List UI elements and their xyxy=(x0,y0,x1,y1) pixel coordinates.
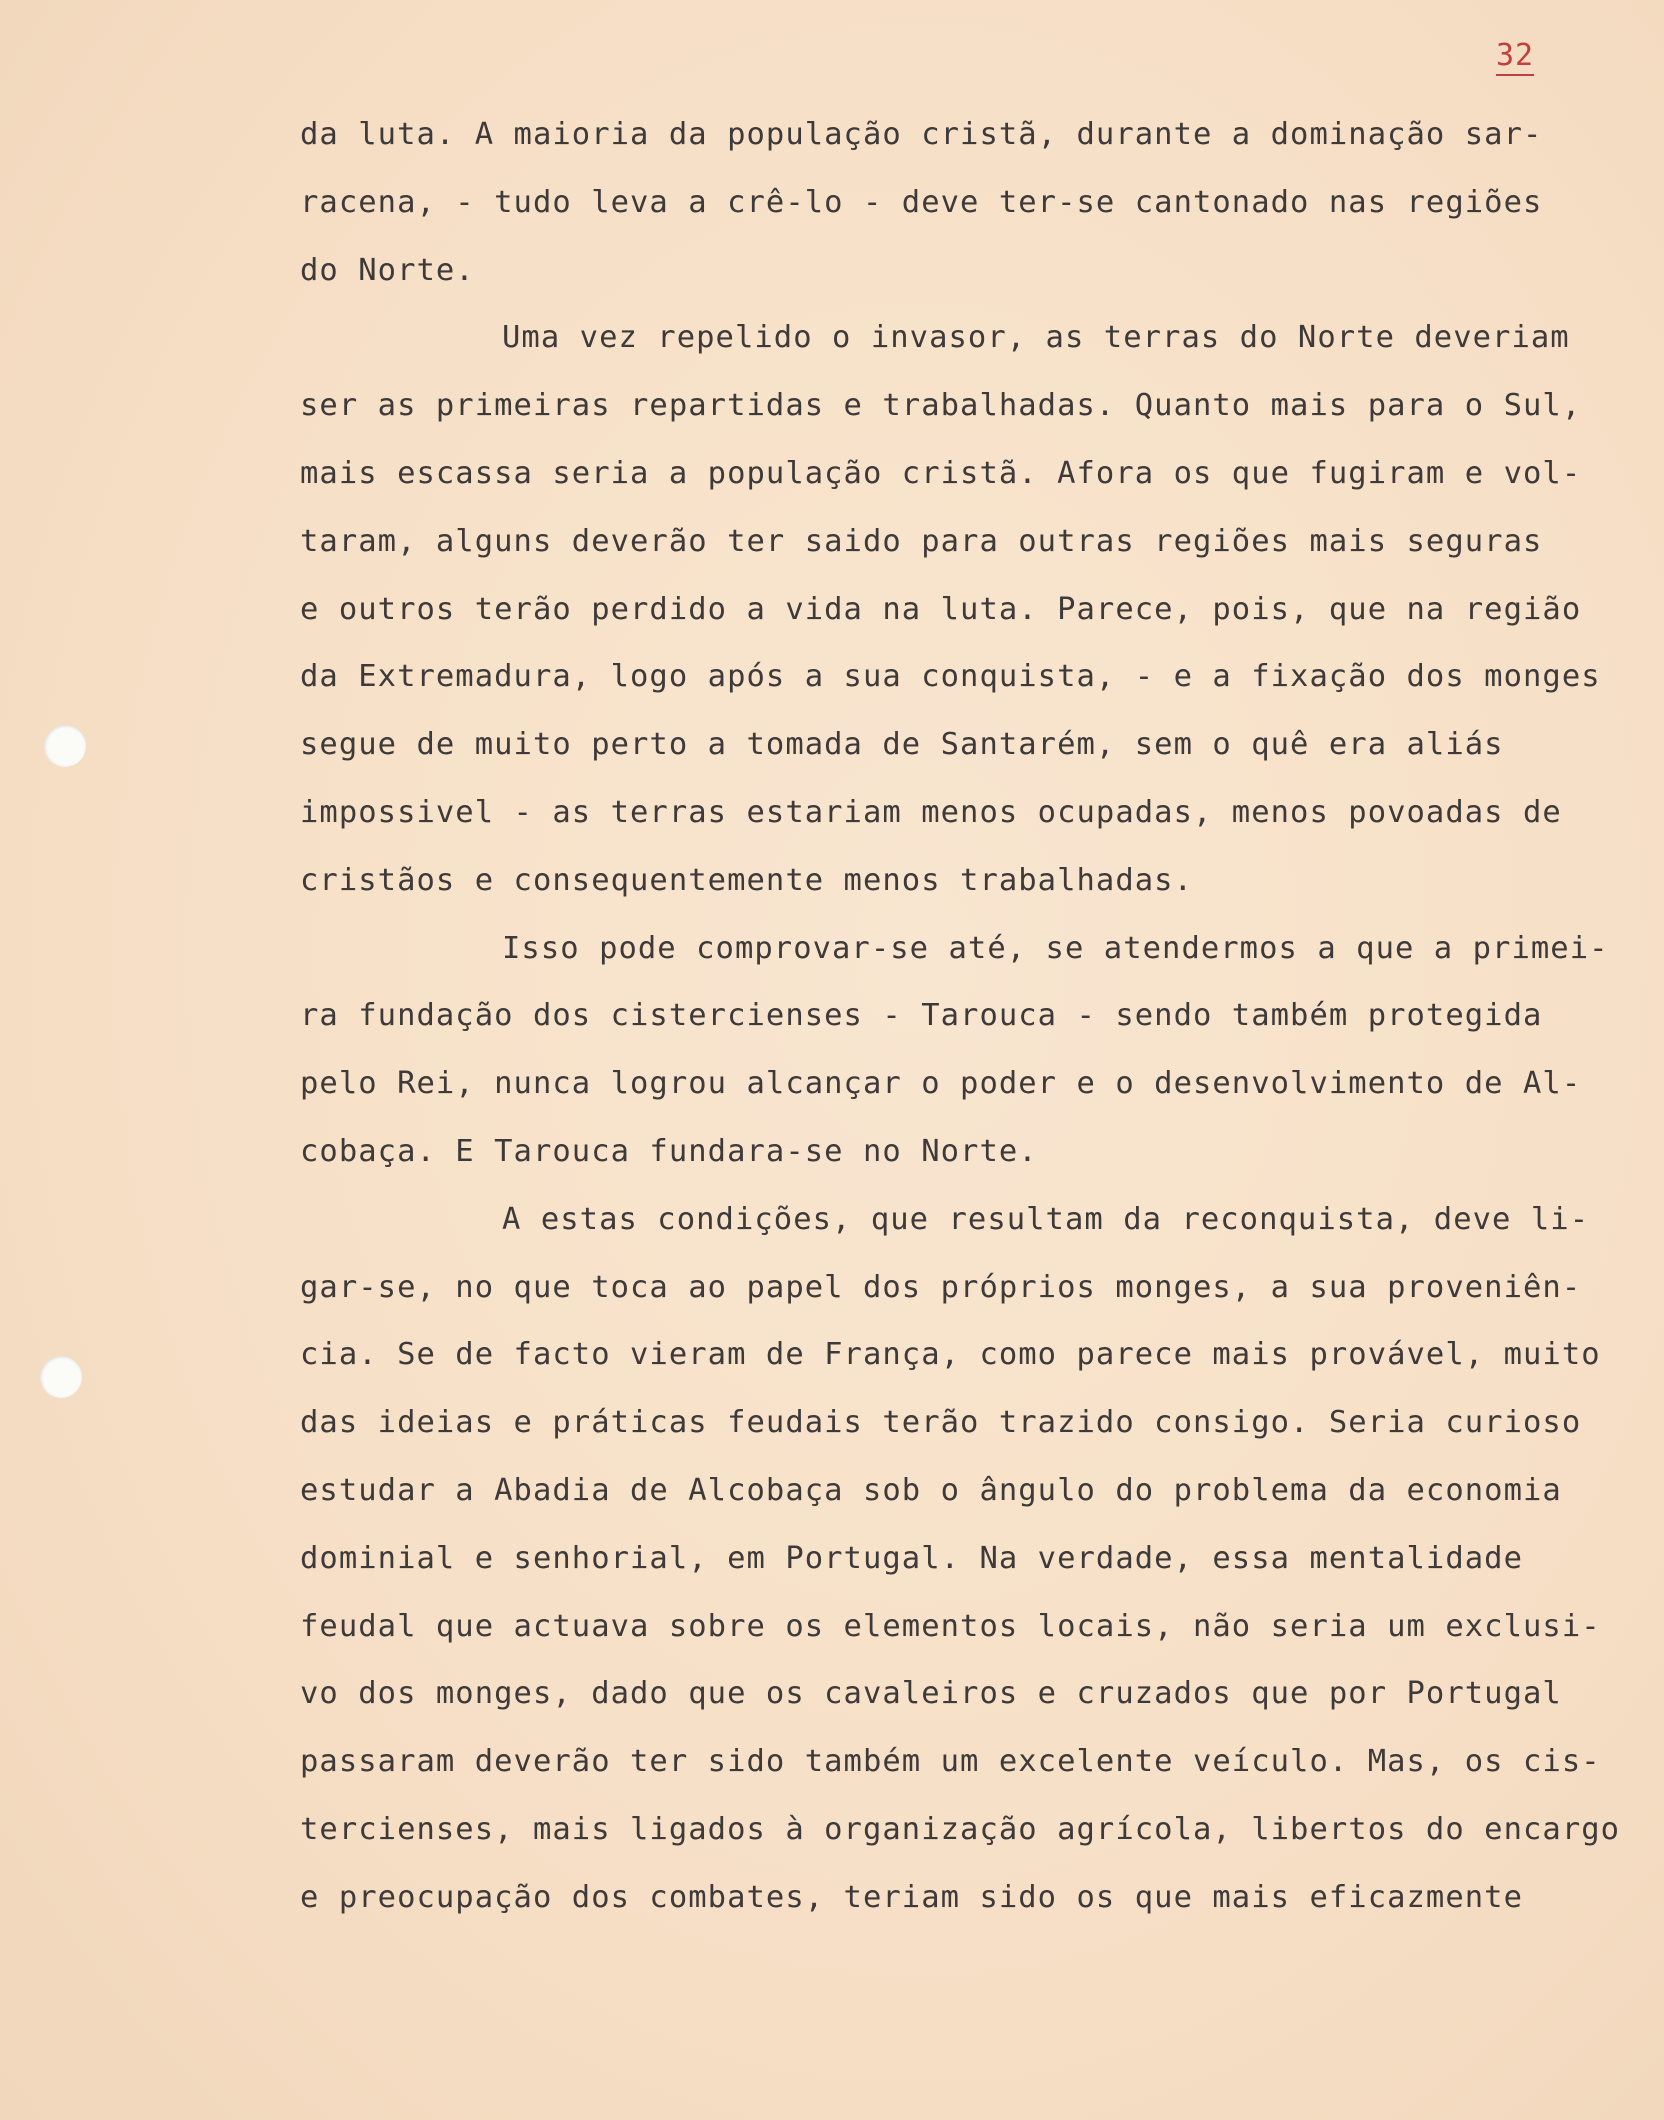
text-line: A estas condições, que resultam da reconquista, deve li- xyxy=(502,1201,1590,1237)
text-line: pelo Rei, nunca logrou alcançar o poder e o desenvolvimento de Al- xyxy=(300,1066,1582,1102)
text-line: Isso pode comprovar-se até, se atendermos a que a primei- xyxy=(502,930,1609,966)
text-line: estudar a Abadia de Alcobaça sob o ângulo do problema da economia xyxy=(300,1472,1562,1508)
text-line: da Extremadura, logo após a sua conquista, - e a fixação dos monges xyxy=(300,659,1601,695)
text-line: da luta. A maioria da população cristã, durante a dominação sar- xyxy=(300,117,1543,152)
page-number: 32 xyxy=(1496,38,1535,73)
text-line: mais escassa seria a população cristã. Afora os que fugiram e vol- xyxy=(300,455,1582,491)
text-line: ser as primeiras repartidas e trabalhadas. Quanto mais para o Sul, xyxy=(300,388,1582,424)
text-line: tercienses, mais ligados à organização agrícola, libertos do encargo xyxy=(300,1811,1621,1847)
text-line: dominial e senhorial, em Portugal. Na verdade, essa mentalidade xyxy=(300,1540,1523,1576)
text-line: racena, - tudo leva a crê-lo - deve ter-se cantonado nas regiões xyxy=(300,184,1543,220)
text-line: taram, alguns deverão ter saido para outras regiões mais seguras xyxy=(300,523,1543,559)
text-line: impossivel - as terras estariam menos ocupadas, menos povoadas de xyxy=(300,794,1562,830)
text-line: vo dos monges, dado que os cavaleiros e cruzados que por Portugal xyxy=(300,1676,1562,1712)
text-line: segue de muito perto a tomada de Santarém, sem o quê era aliás xyxy=(300,727,1504,763)
punch-hole xyxy=(44,725,86,767)
text-line: do Norte. xyxy=(300,252,475,288)
text-line: das ideias e práticas feudais terão trazido consigo. Seria curioso xyxy=(300,1405,1582,1441)
text-line: cristãos e consequentemente menos trabalhadas. xyxy=(300,862,1193,898)
text-line: ra fundação dos cistercienses - Tarouca - sendo também protegida xyxy=(300,998,1543,1034)
text-line: cobaça. E Tarouca fundara-se no Norte. xyxy=(300,1133,1038,1169)
text-line: gar-se, no que toca ao papel dos próprios monges, a sua proveniên- xyxy=(300,1269,1582,1305)
text-line: cia. Se de facto vieram de França, como parece mais provável, muito xyxy=(300,1337,1601,1373)
text-line: e outros terão perdido a vida na luta. Parece, pois, que na região xyxy=(300,591,1582,627)
body-text xyxy=(300,110,1660,1941)
text-line: passaram deverão ter sido também um excelente veículo. Mas, os cis- xyxy=(300,1744,1601,1780)
text-line: feudal que actuava sobre os elementos locais, não seria um exclusi- xyxy=(300,1608,1601,1644)
punch-hole xyxy=(40,1356,82,1398)
text-line: Uma vez repelido o invasor, as terras do Norte deveriam xyxy=(502,320,1570,356)
text-line: e preocupação dos combates, teriam sido os que mais eficazmente xyxy=(300,1879,1523,1915)
